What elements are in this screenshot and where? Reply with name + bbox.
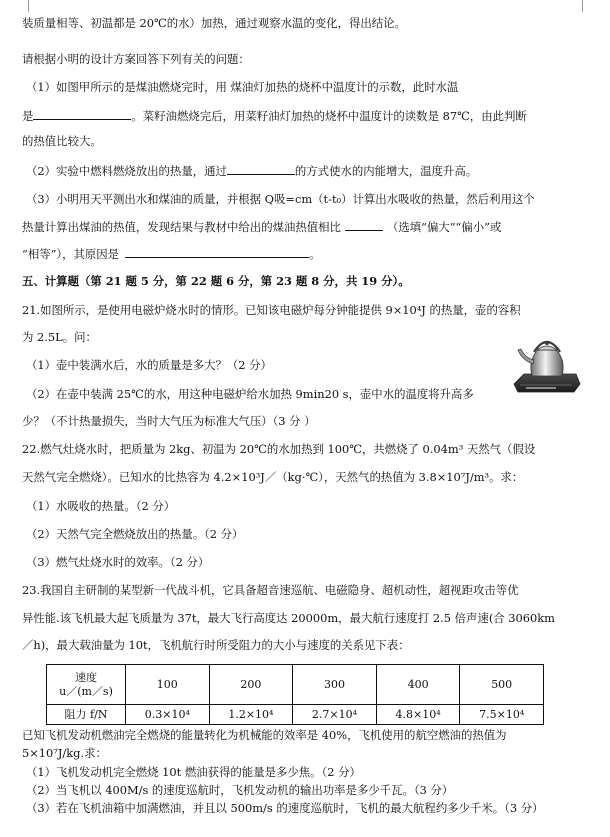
question-text: （2）在壶中装满 25℃的水，用这种电磁炉给水加热 9min20 s，壶中水的温度将升高多 xyxy=(26,387,474,401)
question-text: （1）水吸收的热量。（2 分） xyxy=(26,499,176,513)
question-text: ／h)，最大载油量为 10t，飞机航行时所受阻力的大小与速度的关系见下表： xyxy=(22,638,410,652)
question-text: 23.我国自主研制的某型新一代战斗机，它具备超音速巡航、电磁隐身、超机动性，超视距攻击等优 xyxy=(22,583,519,597)
page-corner-mark-left xyxy=(28,0,29,12)
question-text-with-blank: 热量计算出煤油的热值，发现结果与教材中给出的煤油热值相比 （选填“偏大”“偏小”或 xyxy=(22,220,502,234)
table-cell: 400 xyxy=(376,665,460,705)
table-cell: 500 xyxy=(460,665,544,705)
table-cell: 2.7×10⁴ xyxy=(293,705,377,725)
table-header-resistance: 阻力 f/N xyxy=(47,705,126,725)
table-cell: 1.2×10⁴ xyxy=(209,705,293,725)
question-text: （2）天然气完全燃烧放出的热量。（2 分） xyxy=(26,527,244,541)
page-corner-mark-right xyxy=(582,0,583,12)
question-text: 5×10⁷J/kg.求： xyxy=(22,746,107,760)
table-cell: 100 xyxy=(126,665,210,705)
question-text: （3）燃气灶烧水时的效率。（2 分） xyxy=(26,555,210,569)
text-line: 装质量相等、初温都是 20℃的水）加热，通过观察水温的变化，得出结论。 xyxy=(22,16,406,30)
table-cell: 0.3×10⁴ xyxy=(126,705,210,725)
answer-blank[interactable] xyxy=(125,246,309,258)
text-line: 请根据小明的设计方案回答下列有关的问题： xyxy=(22,52,250,66)
answer-blank[interactable] xyxy=(33,108,131,120)
table-cell: 300 xyxy=(293,665,377,705)
question-text: 天然气完全燃烧）。已知水的比热容为 4.2×10³J／（kg·℃），天然气的热值为 3.8×10⁷J/m³。求： xyxy=(22,470,524,484)
question-text: （3）若在飞机油箱中加满燃油，并且以 500m/s 的速度巡航时，飞机的最大航程约多少千米。（3 分） xyxy=(26,801,544,815)
table-cell: 4.8×10⁴ xyxy=(376,705,460,725)
table-row xyxy=(47,665,544,705)
table-header-speed: 速度 u／(m／s) xyxy=(47,665,126,705)
question-text: （3）小明用天平测出水和煤油的质量，并根据 Q吸=cm（t-t₀）计算出水吸收的热量，然后利用这个 xyxy=(26,192,535,206)
text-line: 的热值比较大。 xyxy=(22,134,102,148)
answer-blank[interactable] xyxy=(227,163,295,175)
question-text: 少？（不计热量损失，当时大气压为标准大气压）（3 分 ） xyxy=(22,414,316,428)
question-text: 21.如图所示，是使用电磁炉烧水时的情形。已知该电磁炉每分钟能提供 9×10⁴J 的热量，壶的容积 xyxy=(22,303,521,317)
question-text-with-blank: “相等”），其原因是 。 xyxy=(22,247,321,261)
table-row xyxy=(47,705,544,725)
induction-cooker-kettle-image xyxy=(510,330,582,400)
question-text: 异性能.该飞机最大起飞质量为 37t，最大飞行高度达 20000m，最大航行速度打 2.5 倍声速(合 3060km xyxy=(22,611,555,625)
question-text: 已知飞机发动机燃油完全燃烧的能量转化为机械能的效率是 40%，飞机使用的航空燃油的热值为 xyxy=(22,728,507,742)
table-cell: 7.5×10⁴ xyxy=(460,705,544,725)
question-text-with-blank: 是 。菜籽油燃烧完后，用菜籽油灯加热的烧杯中温度计的读数是 87℃，由此判断 xyxy=(22,109,527,123)
question-text: （1）如图甲所示的是煤油燃烧完时，用 煤油灯加热的烧杯中温度计的示数，此时水温 xyxy=(26,80,459,94)
question-text-with-blank: （2）实验中燃料燃烧放出的热量，通过 的方式使水的内能增大，温度升高。 xyxy=(26,164,478,178)
question-text: （1）壶中装满水后，水的质量是多大？（2 分） xyxy=(26,358,272,372)
question-text: 为 2.5L。问： xyxy=(22,330,97,344)
question-text: （1）飞机发动机完全燃烧 10t 燃油获得的能量是多少焦。（2 分） xyxy=(26,765,361,779)
table-cell: 200 xyxy=(209,665,293,705)
section-heading: 五、计算题（第 21 题 5 分，第 22 题 6 分，第 23 题 8 分，共 19 分）。 xyxy=(22,274,410,288)
answer-blank[interactable] xyxy=(345,219,383,231)
question-text: 22.燃气灶烧水时，把质量为 2kg、初温为 20℃的水加热到 100℃，共燃烧了 0.04m³ 天然气（假设 xyxy=(22,442,536,456)
speed-resistance-table xyxy=(46,664,544,725)
question-text: （2）当飞机以 400M/s 的速度巡航时，飞机发动机的输出功率是多少千瓦。（3 分） xyxy=(26,783,454,797)
